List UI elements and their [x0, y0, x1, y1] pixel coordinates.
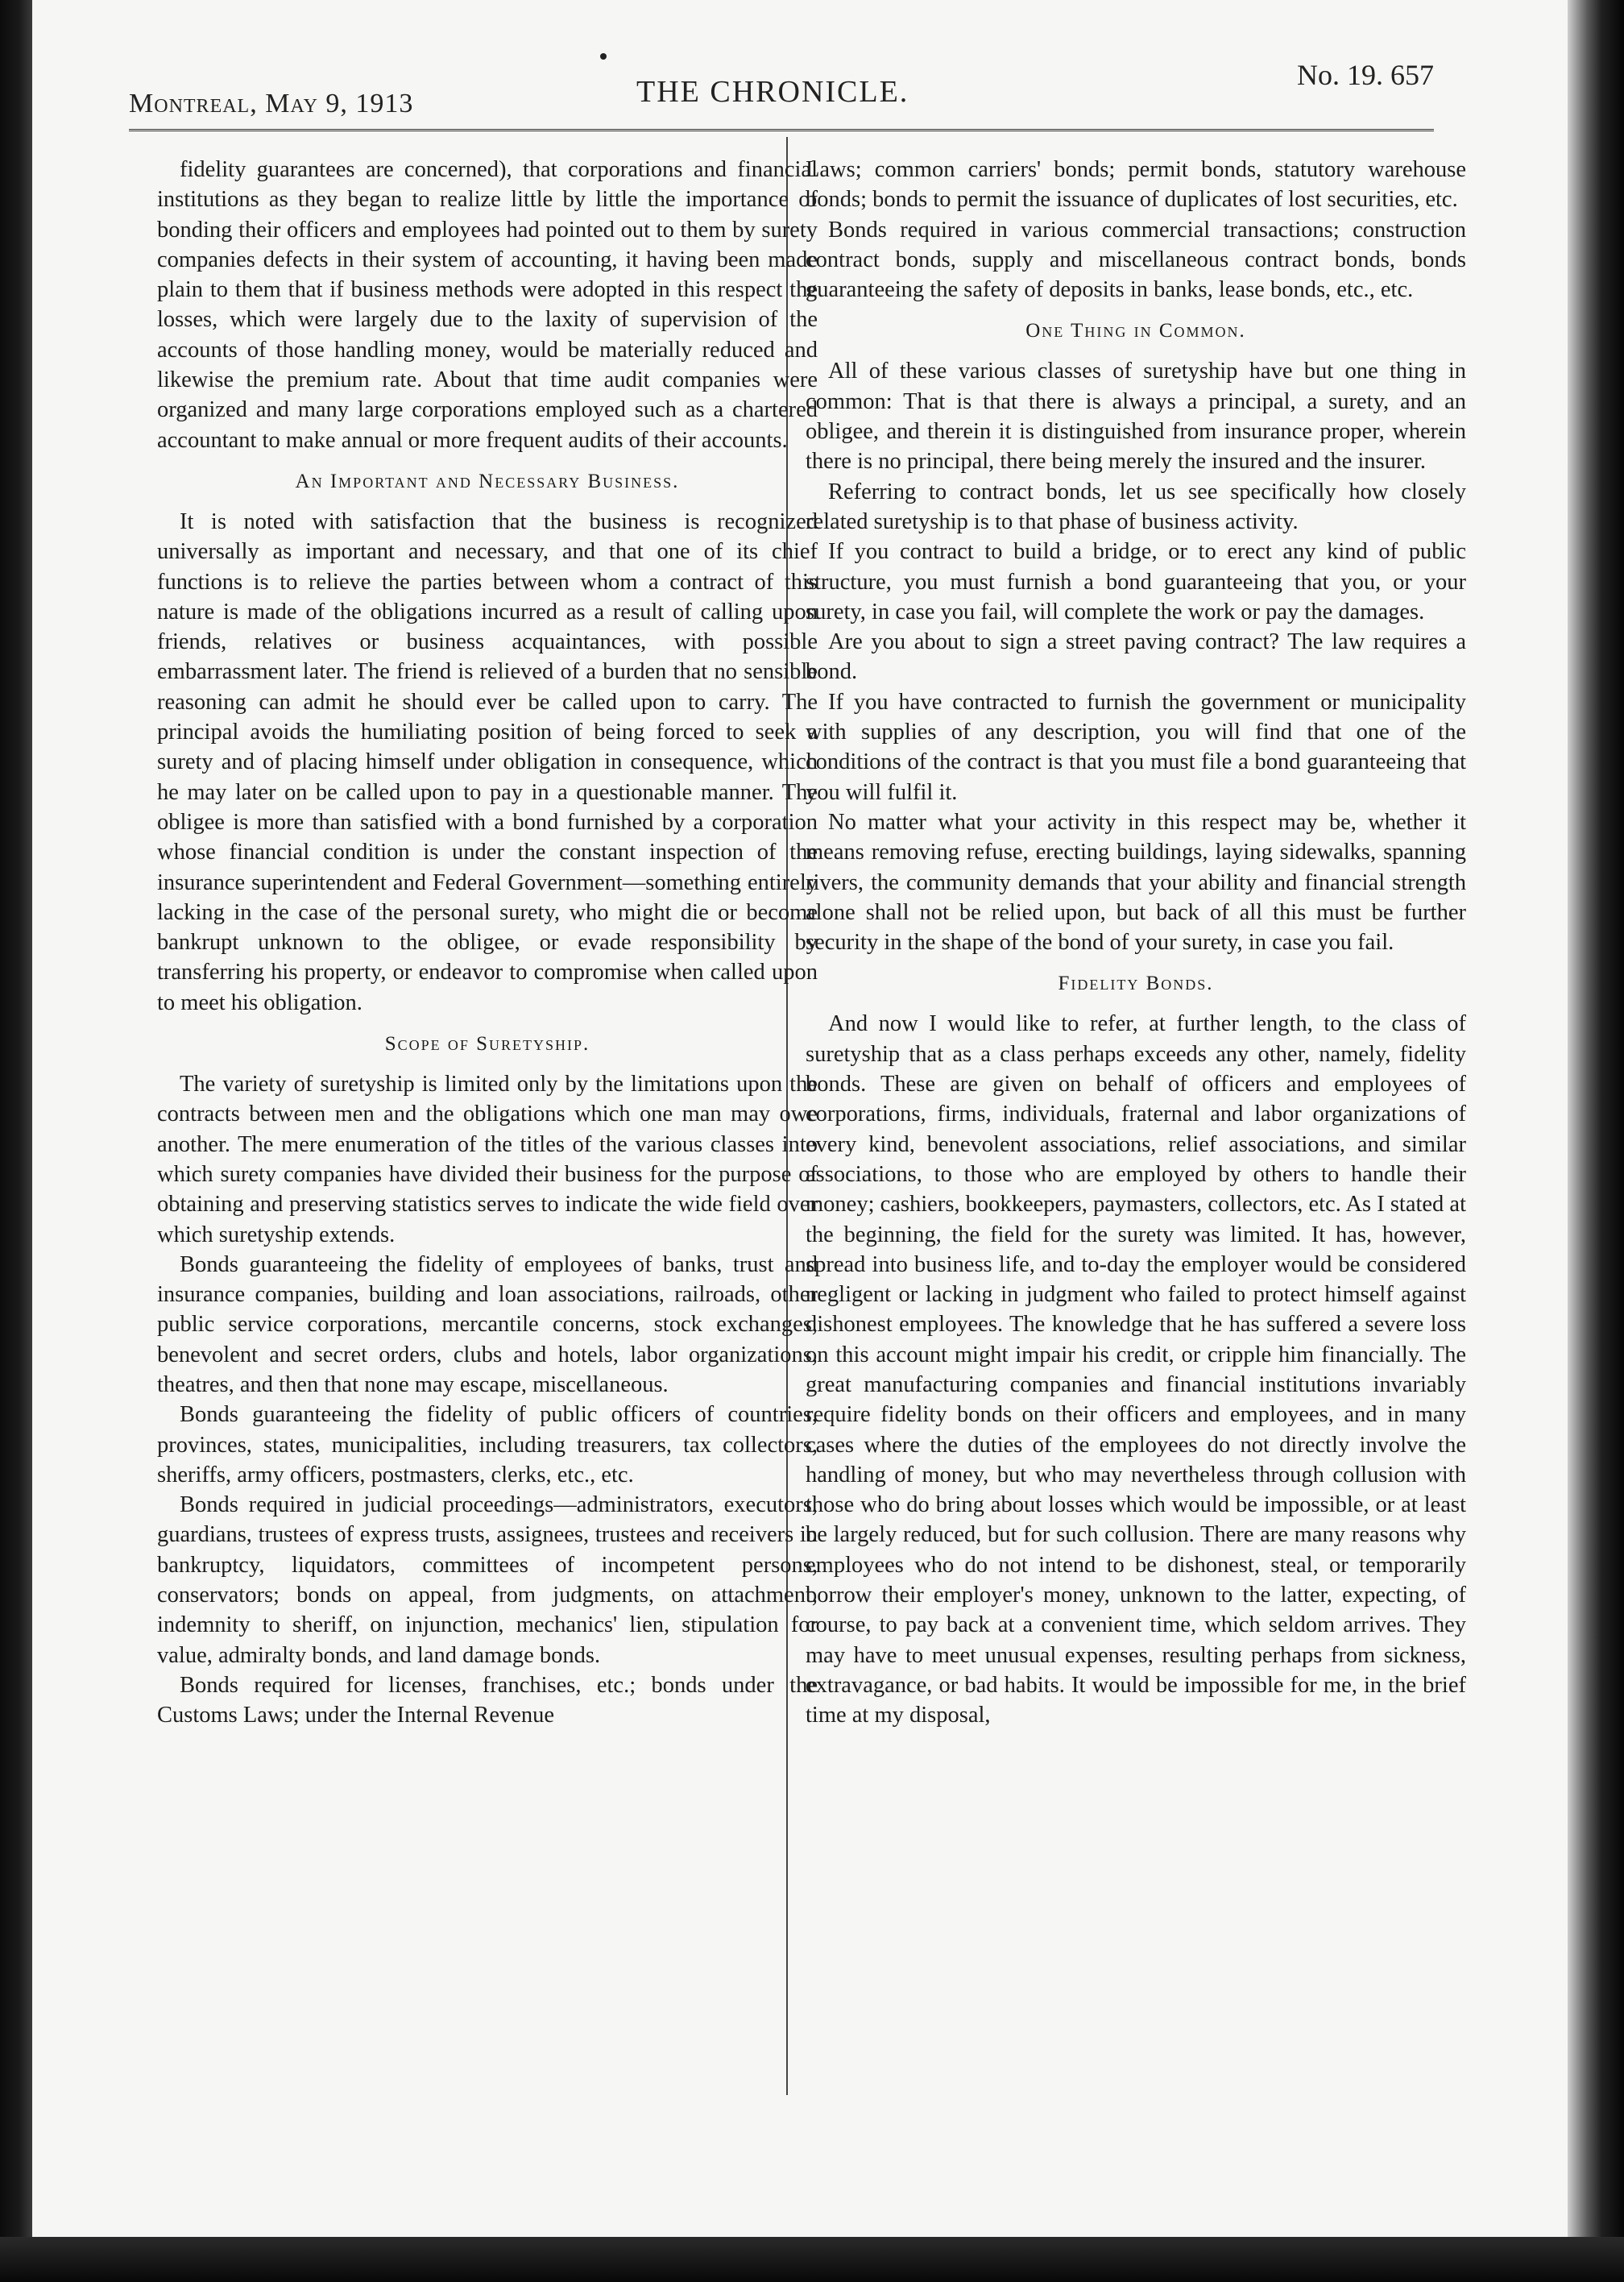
section-heading: Fidelity Bonds. [1058, 973, 1214, 995]
issue-page-number: No. 19. 657 [1297, 59, 1434, 91]
book-binding-edge [0, 0, 32, 2282]
right-column [806, 155, 1466, 1731]
paragraph: It is noted with satisfaction that the business is recognized universally as important and necessary, and that one of its chief functions is to relieve the parties between whom a contract of this nature is made of the obligations incurred as a result of calling upon friends, relatives or business acquaintances, with possible embarrassment later. The friend is relieved of a burden that no sensible reasoning can admit he should ever be called upon to carry. The principal avoids the humiliating position of being forced to seek a surety and of placing himself under obligation in consequence, which he may later on be called upon to pay in a questionable manner. The obligee is more than satisfied with a bond furnished by a corporation whose financial condition is under the constant inspection of the insurance superintendent and Federal Government—something entirely lacking in the case of the personal surety, who might die or become bankrupt unknown to the obligee, or evade responsibility by transferring his property, or endeavor to compromise when called upon to meet his obligation. [157, 508, 818, 1015]
paragraph: The variety of suretyship is limited only by the limitations upon the contracts between men and the obligations which one man may owe another. The mere enumeration of the titles of the various classes into which surety companies have divided their business for the purpose of obtaining and preserving statistics serves to indicate the wide field over which suretyship extends. [157, 1072, 818, 1247]
section-heading: An Important and Necessary Business. [295, 470, 680, 492]
journal-title: THE CHRONICLE. [636, 75, 909, 109]
header-dateline: Montreal, May 9, 1913 [129, 89, 414, 118]
paragraph: fidelity guarantees are concerned), that corporations and financial institutions as they began to realize little by little the importance of bonding their officers and employees had pointed out to them by surety companies defects in their system of accounting, it having been made plain to them that if business methods were adopted in this respect the losses, which were largely due to the laxity of supervision of the accounts of those handling money, would be materially reduced and likewise the premium rate. About that time audit companies were organized and many large corporations employed such as a chartered accountant to make annual or more frequent audits of their accounts. [157, 157, 818, 453]
paragraph: Bonds guaranteeing the fidelity of employees of banks, trust and insurance companies, building and loan associations, railroads, other public service corporations, mercantile concerns, stock exchanges, benevolent and secret orders, clubs and hotels, labor organizations, theatres, and then that none may escape, miscellaneous. [157, 1251, 818, 1397]
section-heading: Scope of Suretyship. [384, 1033, 590, 1056]
header-rule [129, 129, 1434, 131]
paragraph: No matter what your activity in this respect may be, whether it means removing refuse, erecting buildings, laying sidewalks, spanning rivers, the community demands that your ability and financial strength alone shall not be relied upon, but back of all this must be further security in the shape of the bond of your surety, in case you fail. [806, 809, 1466, 956]
paragraph: If you have contracted to furnish the government or municipality with supplies of any description, you will find that one of the conditions of the contract is that you must file a bond guaranteeing that you will fulfil it. [806, 689, 1466, 805]
paragraph: And now I would like to refer, at further length, to the class of suretyship that as a class perhaps exceeds any other, namely, fidelity bonds. These are given on behalf of officers and employees of corporations, firms, individuals, fraternal and labor organizations of every kind, benevolent associations, relief associations, and similar associations, to those who are employed by others to handle their money; cashiers, bookkeepers, paymasters, collectors, etc. As I stated at the beginning, the field for the surety was limited. It has, however, spread into business life, and to-day the employer would be considered negligent or lacking in judgment who failed to protect himself against dishonest employees. The knowledge that he has suffered a severe loss on this account might impair his credit, or cripple him financially. The great manufacturing companies and financial institutions invariably require fidelity bonds on their officers and employees, and in many cases where the duties of the employees do not directly involve the handling of money, but who may nevertheless through collusion with those who do bring about losses which would be impossible, or at least be largely reduced, but for such collusion. There are many reasons why employees who do not intend to be dishonest, steal, or temporarily borrow their employer's money, unknown to the latter, expecting, of course, to pay back at a convenient time, which seldom arrives. They may have to meet unusual expenses, resulting perhaps from sickness, extravagance, or bad habits. It would be impossible for me, in the brief time at my disposal, [806, 1011, 1466, 1728]
paragraph: Bonds required for licenses, franchises, etc.; bonds under the Customs Laws; under the Internal Revenue [157, 1672, 818, 1728]
page-stack-edge [1568, 0, 1624, 2282]
paragraph: If you contract to build a bridge, or to erect any kind of public structure, you must furnish a bond guaranteeing that you, or your surety, in case you fail, will complete the work or pay the damages. [806, 539, 1466, 624]
paragraph: Bonds required in various commercial transactions; construction contract bonds, supply and miscellaneous contract bonds, bonds guaranteeing the safety of deposits in banks, lease bonds, etc., etc. [806, 217, 1466, 303]
paragraph: Are you about to sign a street paving contract? The law requires a bond. [806, 629, 1466, 685]
paragraph: Laws; common carriers' bonds; permit bonds, statutory warehouse bonds; bonds to permit the issuance of duplicates of lost securities, etc. [806, 157, 1466, 213]
paragraph: Bonds required in judicial proceedings—administrators, executors, guardians, trustees of express trusts, assignees, trustees and receivers in bankruptcy, liquidators, committees of incompetent persons, conservators; bonds on appeal, from judgments, on attachment, indemnity to sheriff, on injunction, mechanics' lien, stipulation for value, admiralty bonds, and land damage bonds. [157, 1492, 818, 1668]
scan-bottom-edge [0, 2237, 1624, 2282]
running-header [129, 59, 1434, 131]
paragraph: All of these various classes of suretyship have but one thing in common: That is that there is always a principal, a surety, and an obligee, and therein it is distinguished from insurance proper, wherein there is no principal, there being merely the insured and the insurer. [806, 359, 1466, 475]
paragraph: Referring to contract bonds, let us see specifically how closely related suretyship is to that phase of business activity. [806, 479, 1466, 534]
paragraph: Bonds guaranteeing the fidelity of public officers of countries, provinces, states, municipalities, including treasurers, tax collectors, sheriffs, army officers, postmasters, clerks, etc., etc. [157, 1402, 818, 1487]
section-heading: One Thing in Common. [1025, 320, 1246, 342]
ink-dot [600, 53, 607, 60]
left-column [157, 155, 818, 1731]
